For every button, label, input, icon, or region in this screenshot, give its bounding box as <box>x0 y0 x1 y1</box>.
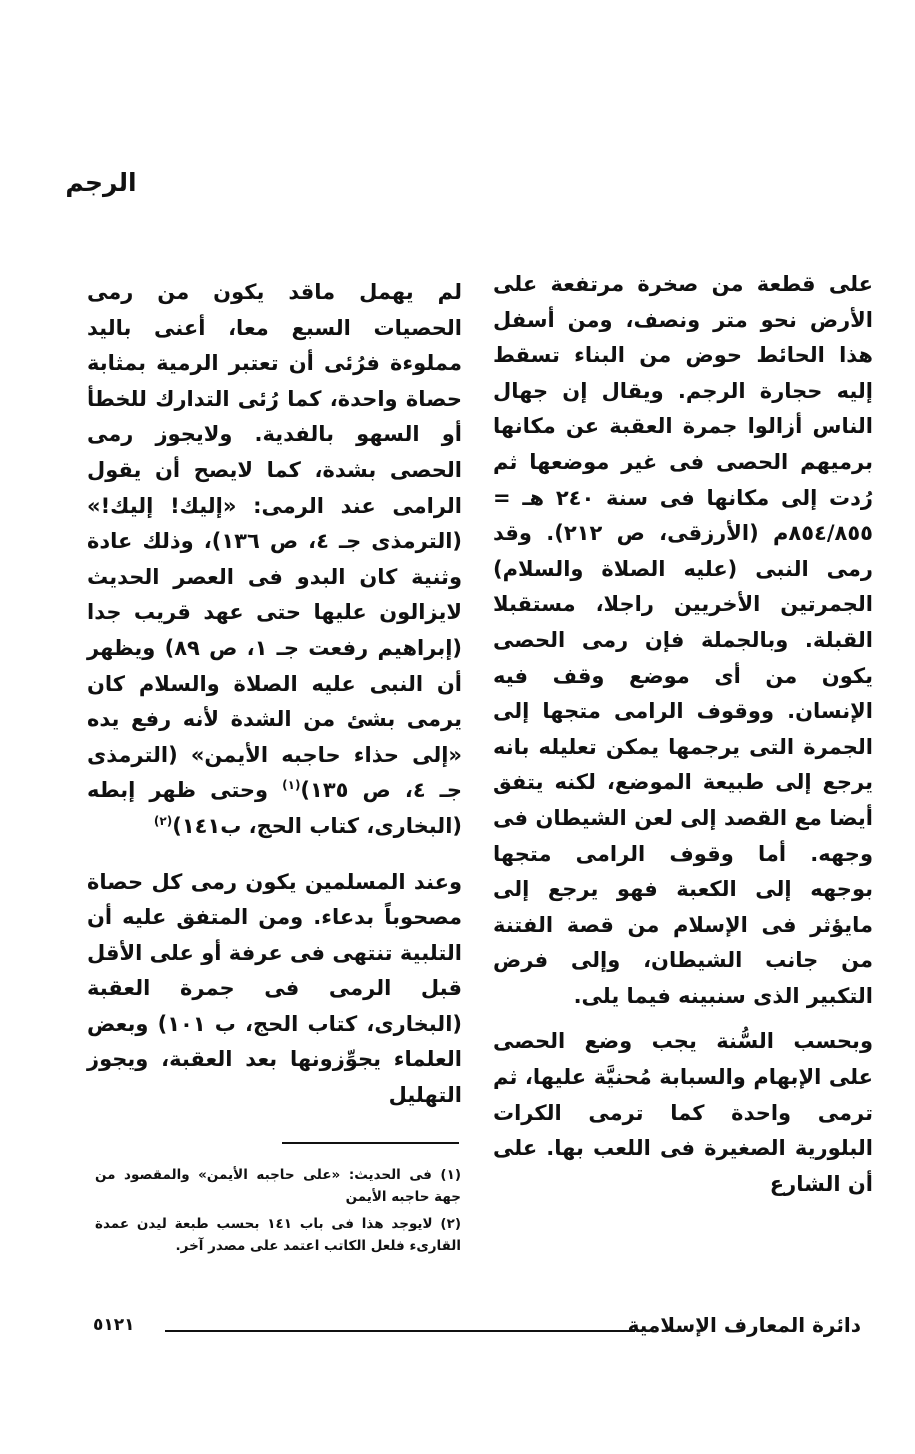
footnote: (١) فى الحديث: «على حاجبه الأيمن» والمقصود من جهة حاجبه الأيمن <box>95 1167 461 1205</box>
running-head: الرجم <box>65 168 137 197</box>
footer-title: دائرة المعارف الإسلامية <box>627 1313 861 1337</box>
paragraph: وعند المسلمين يكون رمى كل حصاة مصحوباً بدعاء. ومن المتفق عليه أن التلبية تنتهى فى عرفة أو على الأقل قبل الرمى فى جمرة العقبة (البخارى، كتاب الحج، ب ١٠١) وبعض العلماء يجوِّزونها بعد العقبة، ويجوز التهليل <box>87 869 462 1108</box>
footnote-ref: (٢) <box>153 813 173 828</box>
footnotes <box>95 1164 461 1262</box>
footer-divider <box>165 1330 635 1332</box>
footnote-divider <box>282 1142 459 1144</box>
paragraph-text: وحتى ظهر إبطه (البخارى، كتاب الحج، ب١٤١) <box>87 778 462 838</box>
page-number: ٥١٢١ <box>93 1315 135 1335</box>
paragraph: وبحسب السُّنة يجب وضع الحصى على الإبهام والسبابة مُحنيَّة عليها، ثم ترمى واحدة كما ترمى الكرات البلورية الصغيرة فى اللعب بها. على أن الشارع <box>493 1029 873 1196</box>
footnote-ref: (١) <box>282 778 301 793</box>
paragraph: على قطعة من صخرة مرتفعة على الأرض نحو متر ونصف، ومن أسفل هذا الحائط حوض من البناء تسقط إليه حجارة الرجم. ويقال إن جهال الناس أزالوا جمرة العقبة عن مكانها برميهم الحصى فى غير موضعها ثم رُدت إلى مكانها فى سنة ٢٤٠ هـ = ٨٥٤/٨٥٥م (الأرزقى، ص ٢١٢). وقد رمى النبى (عليه الصلاة والسلام) الجمرتين الأخريين راجلا، مستقبلا القبلة. وبالجملة فإن رمى الحصى يكون من أى موضع وقف فيه الإنسان. ووقوف الرامى متجها إلى الجمرة التى يرجمها يمكن تعليله بانه يرجع إلى طبيعة الموضع، لكنه يتفق أيضا مع القصد إلى لعن الشيطان فى وجهه. أما وقوف الرامى متجها بوجهه إلى الكعبة فهو يرجع إلى مايؤثر فى الإسلام من قصة الفتنة من جانب الشيطان، وإلى فرض التكبير الذى سنبينه فيما يلى. <box>493 272 873 1008</box>
footnote: (٢) لايوجد هذا فى باب ١٤١ بحسب طبعة ليدن عمدة القارىء فلعل الكاتب اعتمد على مصدر آخر. <box>95 1216 461 1254</box>
page-footer <box>93 1313 861 1343</box>
text-column-right <box>493 267 873 1202</box>
paragraph <box>87 275 462 845</box>
text-column-left <box>87 275 462 1114</box>
paragraph-text: لم يهمل ماقد يكون من رمى الحصيات السبع معا، أعنى باليد مملوءة فرُئى أن تعتبر الرمية بمثابة حصاة واحدة، كما رُئى التدارك للخطأ أو السهو بالفدية. ولايجوز رمى الحصى بشدة، كما لايصح أن يقول الرامى عند الرمى: «إليك! إليك!» (الترمذى جـ ٤، ص ١٣٦)، وذلك عادة وثنية كان البدو فى العصر الحديث لايزالون عليها حتى عهد قريب جدا (إبراهيم رفعت جـ ١، ص ٨٩) ويظهر أن النبى عليه الصلاة والسلام كان يرمى بشئ من الشدة لأنه رفع يده «إلى حذاء حاجبه الأيمن» (الترمذى جـ ٤، ص ١٣٥) <box>87 280 463 803</box>
